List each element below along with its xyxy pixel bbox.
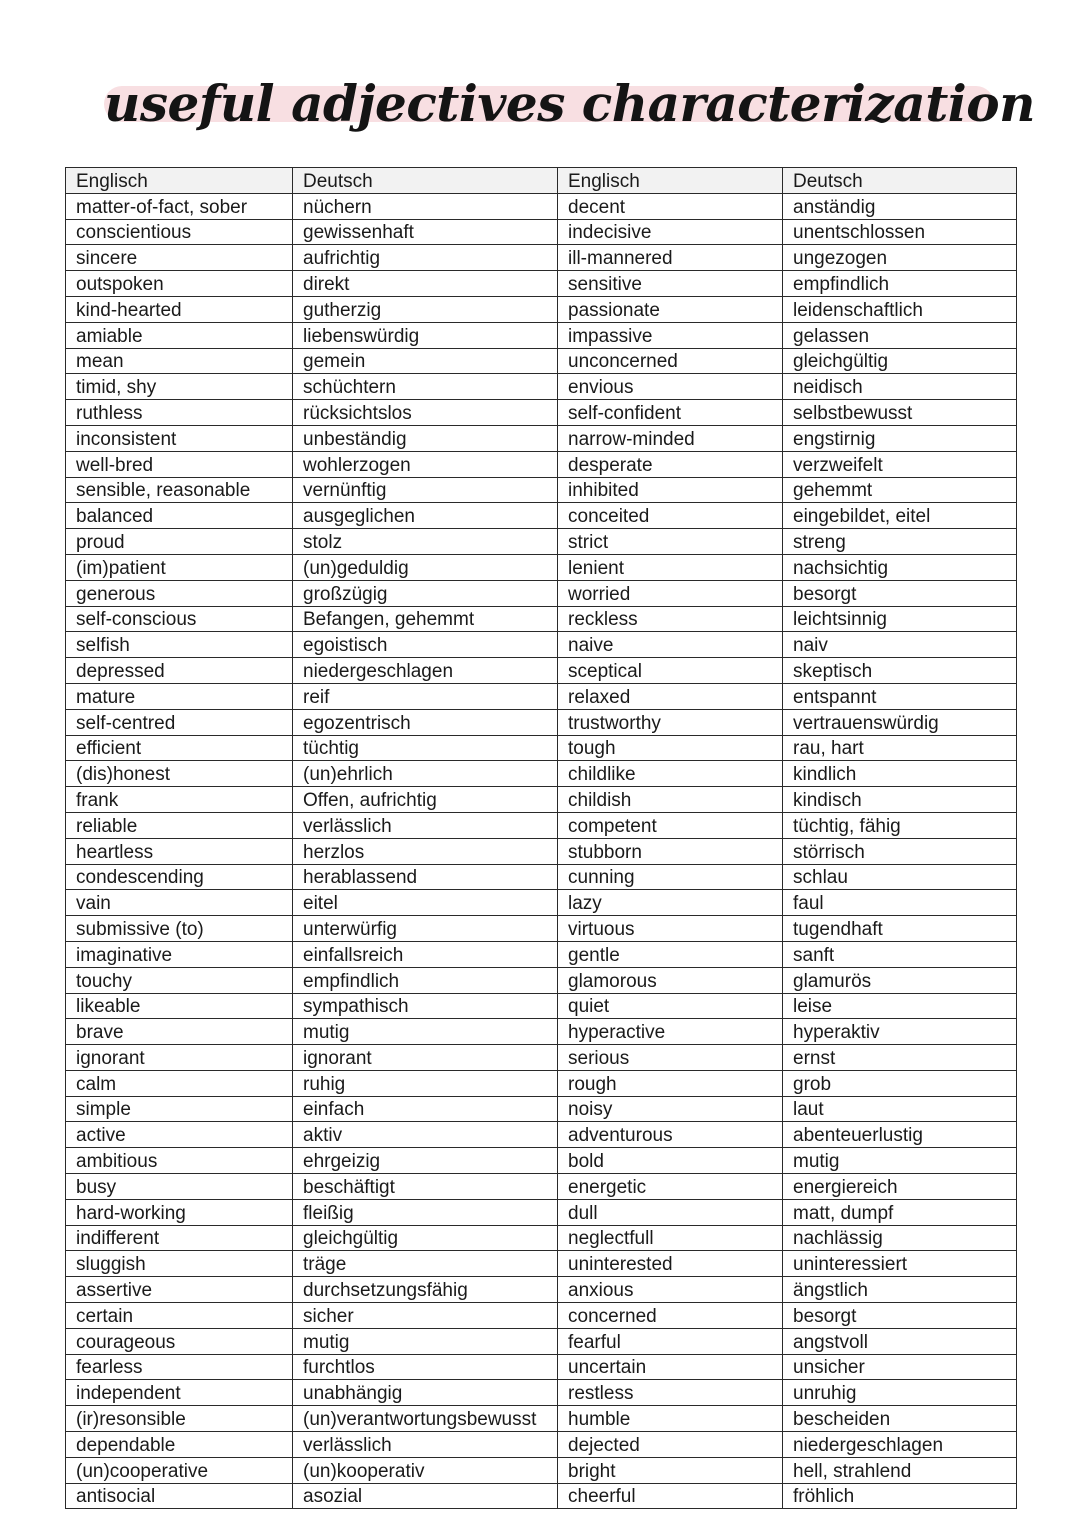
table-body	[66, 193, 1017, 1509]
cell-german-2: matt, dumpf	[783, 1199, 1017, 1225]
cell-german-2: störrisch	[783, 838, 1017, 864]
cell-german-2: kindisch	[783, 787, 1017, 813]
cell-english-1: ambitious	[66, 1148, 293, 1174]
cell-german-1: großzügig	[293, 580, 558, 606]
table-row	[66, 606, 1017, 632]
table-row	[66, 993, 1017, 1019]
cell-german-2: streng	[783, 529, 1017, 555]
table-row	[66, 1148, 1017, 1174]
table-row	[66, 219, 1017, 245]
cell-english-2: childish	[558, 787, 783, 813]
cell-german-1: (un)verantwortungsbewusst	[293, 1406, 558, 1432]
cell-english-2: concerned	[558, 1303, 783, 1329]
table-row	[66, 1457, 1017, 1483]
table-row	[66, 967, 1017, 993]
cell-german-1: durchsetzungsfähig	[293, 1277, 558, 1303]
cell-german-2: schlau	[783, 864, 1017, 890]
cell-english-1: brave	[66, 1019, 293, 1045]
table-row	[66, 1045, 1017, 1071]
cell-english-2: self-confident	[558, 400, 783, 426]
table-row	[66, 296, 1017, 322]
cell-german-2: grob	[783, 1070, 1017, 1096]
cell-english-2: worried	[558, 580, 783, 606]
table-row	[66, 1380, 1017, 1406]
table-row	[66, 425, 1017, 451]
cell-german-2: nachsichtig	[783, 554, 1017, 580]
table-row	[66, 1354, 1017, 1380]
table-row	[66, 529, 1017, 555]
header-english-1: Englisch	[66, 168, 293, 194]
cell-german-2: eingebildet, eitel	[783, 503, 1017, 529]
cell-english-2: reckless	[558, 606, 783, 632]
cell-english-1: depressed	[66, 658, 293, 684]
cell-german-2: leise	[783, 993, 1017, 1019]
cell-english-1: frank	[66, 787, 293, 813]
table-row	[66, 1070, 1017, 1096]
table-row	[66, 683, 1017, 709]
cell-english-1: (im)patient	[66, 554, 293, 580]
cell-german-1: tüchtig	[293, 735, 558, 761]
table-row	[66, 1174, 1017, 1200]
table-row	[66, 1328, 1017, 1354]
title-area	[104, 66, 1035, 146]
cell-english-1: certain	[66, 1303, 293, 1329]
cell-english-1: indifferent	[66, 1225, 293, 1251]
cell-german-1: eitel	[293, 890, 558, 916]
table-row	[66, 1122, 1017, 1148]
cell-english-1: proud	[66, 529, 293, 555]
vocabulary-table	[65, 167, 1017, 1509]
cell-english-1: well-bred	[66, 451, 293, 477]
cell-english-1: reliable	[66, 812, 293, 838]
table-row	[66, 1483, 1017, 1509]
cell-german-2: sanft	[783, 941, 1017, 967]
cell-english-1: imaginative	[66, 941, 293, 967]
cell-english-1: (ir)resonsible	[66, 1406, 293, 1432]
cell-german-2: gelassen	[783, 322, 1017, 348]
table-row	[66, 761, 1017, 787]
cell-german-2: anständig	[783, 193, 1017, 219]
cell-english-2: restless	[558, 1380, 783, 1406]
cell-german-1: stolz	[293, 529, 558, 555]
cell-german-2: bescheiden	[783, 1406, 1017, 1432]
cell-english-1: dependable	[66, 1432, 293, 1458]
cell-english-1: hard-working	[66, 1199, 293, 1225]
cell-german-1: unterwürfig	[293, 916, 558, 942]
cell-german-1: fleißig	[293, 1199, 558, 1225]
cell-english-2: naive	[558, 632, 783, 658]
cell-german-2: glamurös	[783, 967, 1017, 993]
table-row	[66, 787, 1017, 813]
cell-german-1: mutig	[293, 1019, 558, 1045]
cell-german-1: wohlerzogen	[293, 451, 558, 477]
cell-english-1: touchy	[66, 967, 293, 993]
cell-english-1: fearless	[66, 1354, 293, 1380]
cell-english-2: noisy	[558, 1096, 783, 1122]
cell-german-2: ungezogen	[783, 245, 1017, 271]
cell-german-2: ernst	[783, 1045, 1017, 1071]
cell-english-2: rough	[558, 1070, 783, 1096]
cell-english-1: calm	[66, 1070, 293, 1096]
cell-german-2: gehemmt	[783, 477, 1017, 503]
cell-german-2: unentschlossen	[783, 219, 1017, 245]
cell-english-2: lazy	[558, 890, 783, 916]
cell-german-2: laut	[783, 1096, 1017, 1122]
cell-english-2: childlike	[558, 761, 783, 787]
cell-german-2: tugendhaft	[783, 916, 1017, 942]
cell-english-2: sceptical	[558, 658, 783, 684]
cell-english-2: uncertain	[558, 1354, 783, 1380]
cell-english-1: outspoken	[66, 271, 293, 297]
table-row	[66, 812, 1017, 838]
cell-english-1: sluggish	[66, 1251, 293, 1277]
cell-english-2: conceited	[558, 503, 783, 529]
cell-german-1: vernünftig	[293, 477, 558, 503]
cell-english-1: amiable	[66, 322, 293, 348]
cell-german-1: ignorant	[293, 1045, 558, 1071]
table-row	[66, 658, 1017, 684]
cell-german-1: reif	[293, 683, 558, 709]
cell-english-1: ruthless	[66, 400, 293, 426]
cell-english-1: efficient	[66, 735, 293, 761]
cell-english-2: indecisive	[558, 219, 783, 245]
table-row	[66, 580, 1017, 606]
table-row	[66, 1406, 1017, 1432]
cell-german-2: hyperaktiv	[783, 1019, 1017, 1045]
cell-german-2: nachlässig	[783, 1225, 1017, 1251]
cell-english-1: conscientious	[66, 219, 293, 245]
cell-english-2: dejected	[558, 1432, 783, 1458]
table-row	[66, 1199, 1017, 1225]
cell-english-2: humble	[558, 1406, 783, 1432]
cell-german-1: (un)geduldig	[293, 554, 558, 580]
cell-german-2: hell, strahlend	[783, 1457, 1017, 1483]
cell-german-1: egoistisch	[293, 632, 558, 658]
table-row	[66, 1303, 1017, 1329]
cell-english-2: impassive	[558, 322, 783, 348]
cell-english-2: desperate	[558, 451, 783, 477]
cell-german-1: niedergeschlagen	[293, 658, 558, 684]
table-row	[66, 709, 1017, 735]
header-german-2: Deutsch	[783, 168, 1017, 194]
cell-english-2: trustworthy	[558, 709, 783, 735]
table-row	[66, 1225, 1017, 1251]
cell-german-1: gemein	[293, 348, 558, 374]
cell-german-1: einfach	[293, 1096, 558, 1122]
table-row	[66, 271, 1017, 297]
cell-german-1: furchtlos	[293, 1354, 558, 1380]
cell-german-2: kindlich	[783, 761, 1017, 787]
cell-english-2: cheerful	[558, 1483, 783, 1509]
page-title: useful adjectives characterization	[104, 74, 1035, 133]
cell-german-2: naiv	[783, 632, 1017, 658]
cell-german-1: liebenswürdig	[293, 322, 558, 348]
cell-german-2: besorgt	[783, 580, 1017, 606]
cell-german-1: ehrgeizig	[293, 1148, 558, 1174]
cell-english-1: matter-of-fact, sober	[66, 193, 293, 219]
table-row	[66, 477, 1017, 503]
cell-german-1: gleichgültig	[293, 1225, 558, 1251]
cell-english-2: virtuous	[558, 916, 783, 942]
cell-german-2: mutig	[783, 1148, 1017, 1174]
cell-english-1: busy	[66, 1174, 293, 1200]
cell-german-1: Befangen, gehemmt	[293, 606, 558, 632]
cell-german-2: unsicher	[783, 1354, 1017, 1380]
cell-english-2: stubborn	[558, 838, 783, 864]
cell-english-2: adventurous	[558, 1122, 783, 1148]
cell-german-1: nüchern	[293, 193, 558, 219]
cell-german-1: unbeständig	[293, 425, 558, 451]
cell-english-1: likeable	[66, 993, 293, 1019]
cell-english-2: decent	[558, 193, 783, 219]
cell-german-2: energiereich	[783, 1174, 1017, 1200]
cell-english-2: strict	[558, 529, 783, 555]
table-row	[66, 1019, 1017, 1045]
cell-english-1: (un)cooperative	[66, 1457, 293, 1483]
cell-german-2: leidenschaftlich	[783, 296, 1017, 322]
cell-german-2: uninteressiert	[783, 1251, 1017, 1277]
cell-english-1: antisocial	[66, 1483, 293, 1509]
cell-german-2: selbstbewusst	[783, 400, 1017, 426]
cell-german-2: neidisch	[783, 374, 1017, 400]
cell-german-1: aktiv	[293, 1122, 558, 1148]
cell-german-1: einfallsreich	[293, 941, 558, 967]
cell-english-2: unconcerned	[558, 348, 783, 374]
cell-german-2: faul	[783, 890, 1017, 916]
cell-english-2: envious	[558, 374, 783, 400]
cell-german-2: fröhlich	[783, 1483, 1017, 1509]
cell-german-1: aufrichtig	[293, 245, 558, 271]
cell-english-1: kind-hearted	[66, 296, 293, 322]
cell-english-2: hyperactive	[558, 1019, 783, 1045]
cell-german-1: träge	[293, 1251, 558, 1277]
cell-english-2: gentle	[558, 941, 783, 967]
cell-german-1: egozentrisch	[293, 709, 558, 735]
cell-english-2: energetic	[558, 1174, 783, 1200]
cell-english-1: heartless	[66, 838, 293, 864]
cell-german-1: verlässlich	[293, 812, 558, 838]
table-row	[66, 374, 1017, 400]
cell-german-2: niedergeschlagen	[783, 1432, 1017, 1458]
header-german-1: Deutsch	[293, 168, 558, 194]
table-row	[66, 322, 1017, 348]
cell-english-1: self-conscious	[66, 606, 293, 632]
cell-english-1: sincere	[66, 245, 293, 271]
cell-english-1: assertive	[66, 1277, 293, 1303]
cell-german-1: empfindlich	[293, 967, 558, 993]
cell-german-1: Offen, aufrichtig	[293, 787, 558, 813]
table-row	[66, 838, 1017, 864]
cell-german-2: besorgt	[783, 1303, 1017, 1329]
cell-english-1: independent	[66, 1380, 293, 1406]
cell-english-2: inhibited	[558, 477, 783, 503]
cell-german-2: gleichgültig	[783, 348, 1017, 374]
cell-english-2: tough	[558, 735, 783, 761]
cell-german-1: gutherzig	[293, 296, 558, 322]
cell-german-2: angstvoll	[783, 1328, 1017, 1354]
cell-english-2: glamorous	[558, 967, 783, 993]
cell-english-1: submissive (to)	[66, 916, 293, 942]
cell-german-2: tüchtig, fähig	[783, 812, 1017, 838]
cell-english-2: anxious	[558, 1277, 783, 1303]
cell-english-2: bold	[558, 1148, 783, 1174]
cell-german-1: ausgeglichen	[293, 503, 558, 529]
cell-english-2: relaxed	[558, 683, 783, 709]
cell-german-1: schüchtern	[293, 374, 558, 400]
cell-english-1: inconsistent	[66, 425, 293, 451]
cell-german-1: ruhig	[293, 1070, 558, 1096]
cell-german-1: sympathisch	[293, 993, 558, 1019]
cell-english-2: cunning	[558, 864, 783, 890]
table-header-row	[66, 168, 1017, 194]
cell-english-2: uninterested	[558, 1251, 783, 1277]
cell-german-1: asozial	[293, 1483, 558, 1509]
cell-english-1: generous	[66, 580, 293, 606]
cell-english-1: mean	[66, 348, 293, 374]
table-row	[66, 193, 1017, 219]
cell-english-1: (dis)honest	[66, 761, 293, 787]
cell-english-1: courageous	[66, 1328, 293, 1354]
table-row	[66, 400, 1017, 426]
cell-german-1: (un)ehrlich	[293, 761, 558, 787]
table-row	[66, 245, 1017, 271]
cell-german-1: herzlos	[293, 838, 558, 864]
cell-english-2: neglectfull	[558, 1225, 783, 1251]
table-row	[66, 1251, 1017, 1277]
cell-german-2: skeptisch	[783, 658, 1017, 684]
cell-german-2: ängstlich	[783, 1277, 1017, 1303]
cell-german-1: herablassend	[293, 864, 558, 890]
cell-german-1: rücksichtslos	[293, 400, 558, 426]
cell-english-1: ignorant	[66, 1045, 293, 1071]
cell-english-1: sensible, reasonable	[66, 477, 293, 503]
cell-english-2: serious	[558, 1045, 783, 1071]
table-row	[66, 348, 1017, 374]
table-row	[66, 451, 1017, 477]
cell-german-2: entspannt	[783, 683, 1017, 709]
cell-german-1: direkt	[293, 271, 558, 297]
table-row	[66, 1096, 1017, 1122]
cell-german-1: (un)kooperativ	[293, 1457, 558, 1483]
cell-german-2: empfindlich	[783, 271, 1017, 297]
cell-german-1: sicher	[293, 1303, 558, 1329]
table-row	[66, 890, 1017, 916]
cell-german-1: verlässlich	[293, 1432, 558, 1458]
cell-german-1: gewissenhaft	[293, 219, 558, 245]
table-row	[66, 554, 1017, 580]
header-english-2: Englisch	[558, 168, 783, 194]
cell-english-1: selfish	[66, 632, 293, 658]
table-row	[66, 1277, 1017, 1303]
table-row	[66, 1432, 1017, 1458]
cell-english-2: fearful	[558, 1328, 783, 1354]
table-row	[66, 503, 1017, 529]
cell-english-1: self-centred	[66, 709, 293, 735]
table-row	[66, 632, 1017, 658]
table-row	[66, 864, 1017, 890]
cell-german-1: mutig	[293, 1328, 558, 1354]
cell-english-2: lenient	[558, 554, 783, 580]
cell-english-2: narrow-minded	[558, 425, 783, 451]
cell-german-1: beschäftigt	[293, 1174, 558, 1200]
cell-german-2: engstirnig	[783, 425, 1017, 451]
cell-english-2: bright	[558, 1457, 783, 1483]
cell-english-2: passionate	[558, 296, 783, 322]
cell-english-2: dull	[558, 1199, 783, 1225]
cell-english-1: timid, shy	[66, 374, 293, 400]
table-row	[66, 941, 1017, 967]
table-row	[66, 916, 1017, 942]
cell-german-2: rau, hart	[783, 735, 1017, 761]
cell-english-2: ill-mannered	[558, 245, 783, 271]
cell-german-2: unruhig	[783, 1380, 1017, 1406]
cell-english-1: active	[66, 1122, 293, 1148]
cell-german-2: abenteuerlustig	[783, 1122, 1017, 1148]
cell-english-1: vain	[66, 890, 293, 916]
cell-english-2: sensitive	[558, 271, 783, 297]
cell-english-1: simple	[66, 1096, 293, 1122]
cell-german-2: leichtsinnig	[783, 606, 1017, 632]
cell-english-2: competent	[558, 812, 783, 838]
cell-german-2: vertrauenswürdig	[783, 709, 1017, 735]
cell-english-2: quiet	[558, 993, 783, 1019]
table-row	[66, 735, 1017, 761]
cell-german-2: verzweifelt	[783, 451, 1017, 477]
cell-german-1: unabhängig	[293, 1380, 558, 1406]
cell-english-1: condescending	[66, 864, 293, 890]
cell-english-1: balanced	[66, 503, 293, 529]
cell-english-1: mature	[66, 683, 293, 709]
